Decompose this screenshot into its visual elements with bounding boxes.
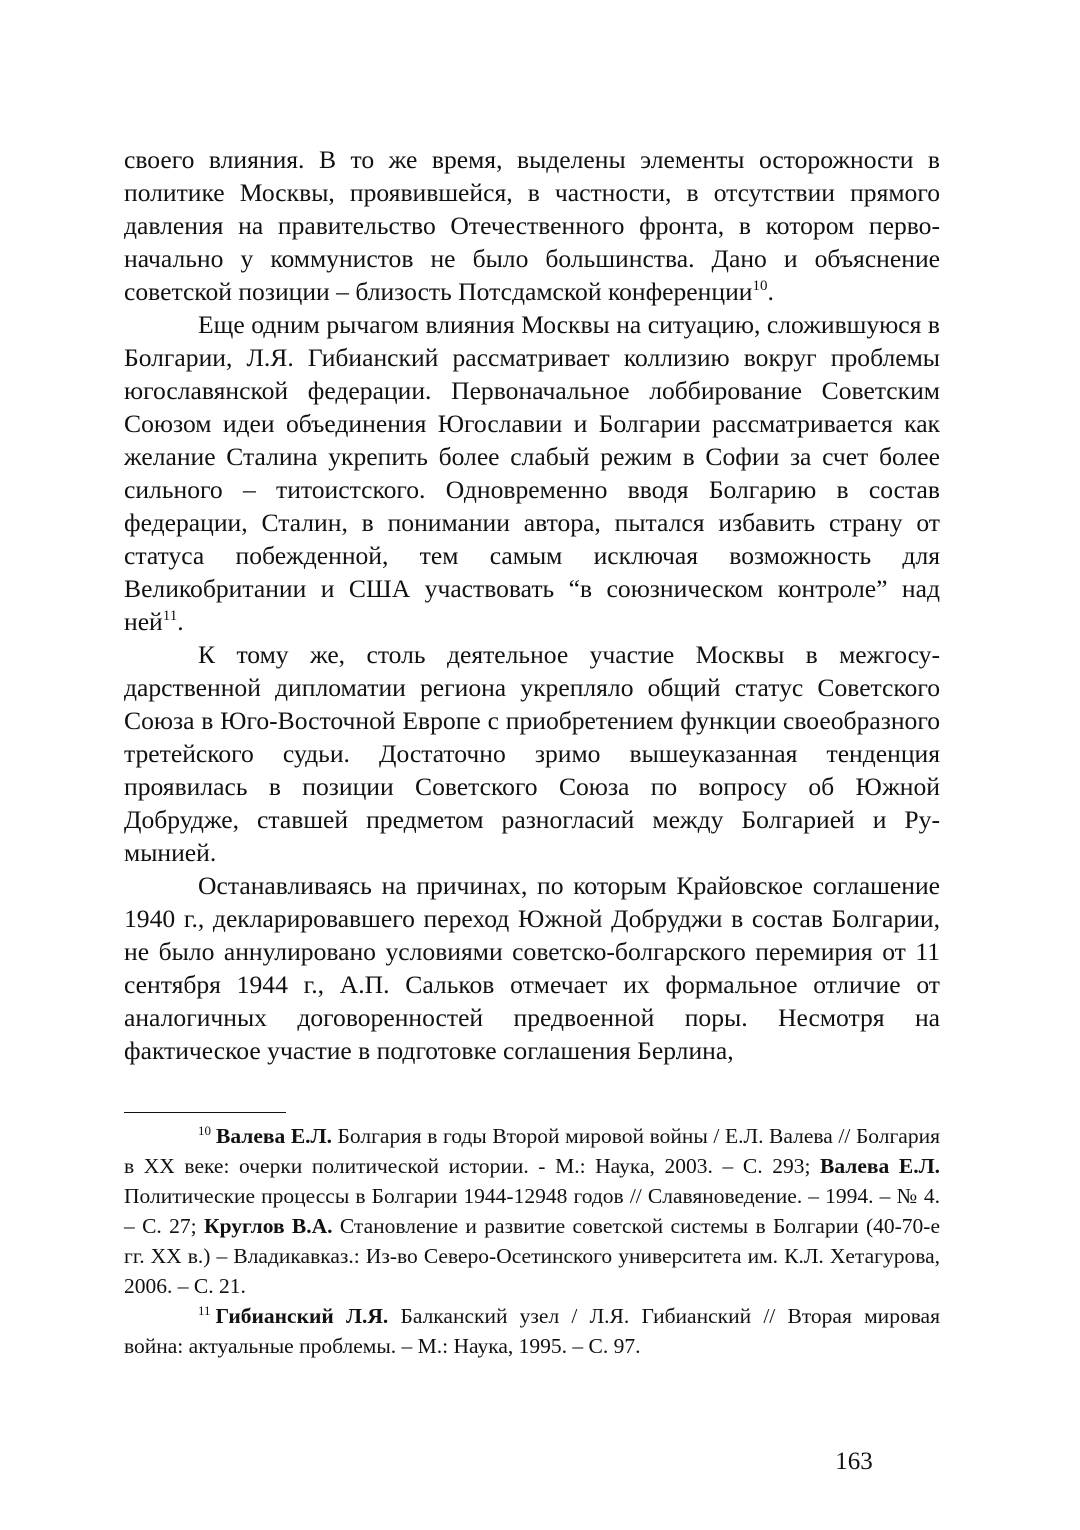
paragraph-2: Еще одним рычагом влияния Москвы на ситуацию, сложившуюся в Болгарии, Л.Я. Гибианский рассматривает коллизию вокруг проблемы югославянской федерации. Первоначальное лоббирование Советским Союзом идеи объединения Югославии и Болгарии рассматривается как желание Сталина укрепить более слабый режим в Софии за счет более сильного – титоистского. Одновременно вводя Болгарию в состав федерации, Сталин, в понимании автора, пытался избавить страну от статуса побежденной, тем самым исключая возможность для Великобритании и США участвовать “в союзническом контроле” над ней$^{11}$. xyxy=(124,310,940,636)
footnotes xyxy=(124,1121,940,1361)
paragraph-1: своего влияния. В то же время, выделены элементы осторожности в политике Москвы, проявившейся, в частности, в отсутствии прямого давления на правительство Отечественного фронта, в котором первоначально у коммунистов не было большинства. Дано и объяснение советской позиции – близость Потсдамской конференции$^{10}$. xyxy=(124,145,940,306)
main-text xyxy=(124,143,940,1067)
footnote-number: 10 xyxy=(198,1123,211,1138)
footnote-separator xyxy=(124,1112,286,1113)
paragraph-4: Останавливаясь на причинах, по которым Крайовское соглашение 1940 г., декларировавшего переход Южной Добруджи в состав Болгарии, не было аннулировано условиями советско-болгарского перемирия от 11 сентября 1944 г., А.П. Сальков отмечает их формальное отличие от аналогичных договоренностей предвоенной поры. Несмотря на фактическое участие в подготовке соглашения Берлина, xyxy=(124,871,940,1065)
footnote-10: $^{10}$ Валева Е.Л. Болгария в годы Второй мировой войны / Е.Л. Валева // Болгария в XX веке: очерки политической истории. - М.: Наука, 2003. – С. 293; Валева Е.Л. Политические процессы в Болгарии 1944-12948 годов // Славяноведение. – 1994. – № 4. – С. 27; Круглов В.А. Становление и развитие советской системы в Болгарии (40-70-е гг. XX в.) – Владикавказ.: Из-во Северо-Осетинского университета им. К.Л. Хетагурова, 2006. – С. 21. xyxy=(124,1123,940,1298)
page-number: 163 xyxy=(835,1448,873,1475)
footnote-number: 11 xyxy=(198,1303,211,1318)
footnote-author: Круглов В.А. xyxy=(203,1214,333,1238)
footnote-ref-10[interactable]: 10 xyxy=(752,278,768,294)
footnote-ref-11[interactable]: 11 xyxy=(162,608,178,624)
footnote-author: Валева Е.Л. xyxy=(216,1124,332,1148)
footnote-author: Гибианский Л.Я. xyxy=(215,1304,389,1328)
footnote-author: Валева Е.Л. xyxy=(820,1154,940,1178)
footnote-11: $^{11}$ Гибианский Л.Я. Балканский узел / Л.Я. Гибианский // Вторая мировая война: актуальные проблемы. – М.: Наука, 1995. – С. 97. xyxy=(124,1303,940,1358)
paragraph-3: К тому же, столь деятельное участие Москвы в межгосударственной дипломатии региона укрепляло общий статус Советского Союза в Юго-Восточной Европе с приобретением функции своеобразного третейского судьи. Достаточно зримо вышеуказанная тенденция проявилась в позиции Советского Союза по вопросу об Южной Добрудже, ставшей предметом разногласий между Болгарией и Румынией. xyxy=(124,640,940,867)
